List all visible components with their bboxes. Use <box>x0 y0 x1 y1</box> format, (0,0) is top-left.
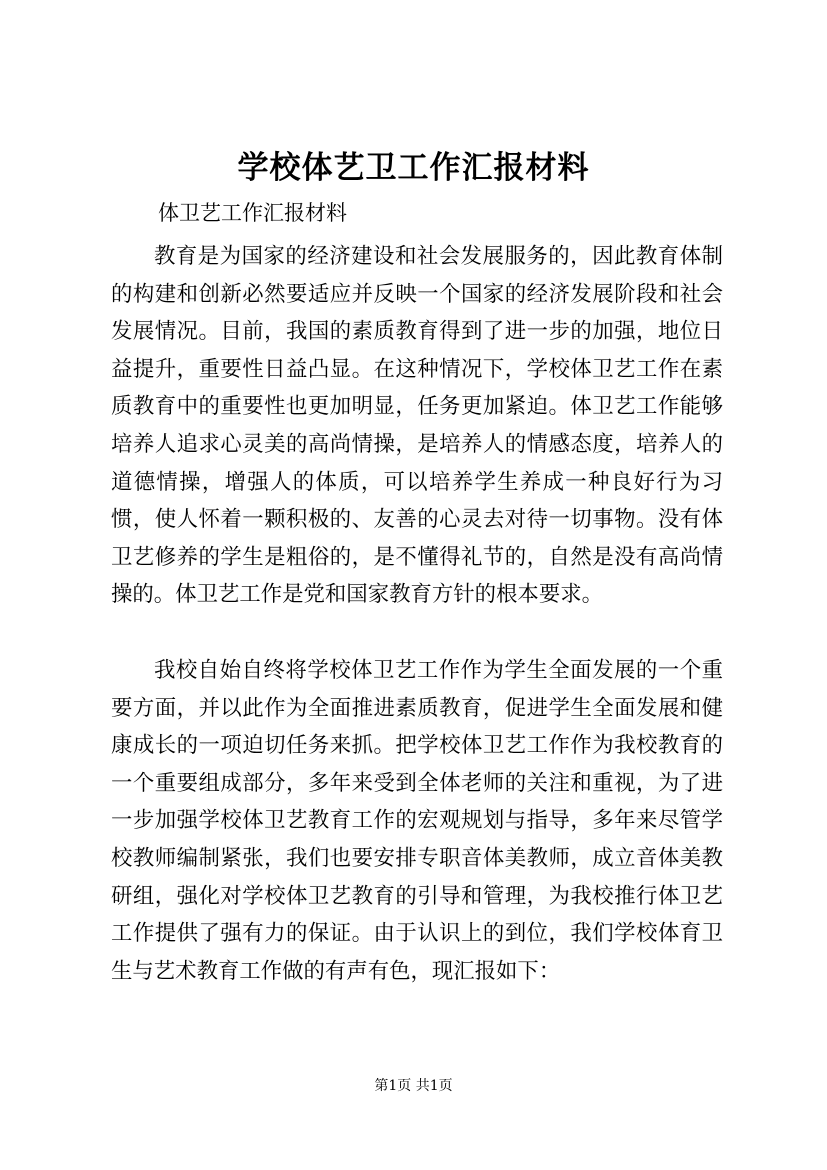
page-footer: 第1页 共1页 <box>374 1078 453 1094</box>
document-title: 学校体艺卫工作汇报材料 <box>237 150 590 186</box>
paragraph-2: 我校自始自终将学校体卫艺工作作为学生全面发展的一个重要方面，并以此作为全面推进素质教育，促进学生全面发展和健康成长的一项迫切任务来抓。把学校体卫艺工作作为我校教育的一个重要组成部分，多年来受到全体老师的关注和重视，为了进一步加强学校体卫艺教育工作的宏观规划与指导，多年来尽管学校教师编制紧张，我们也要安排专职音体美教师，成立音体美教研组，强化对学校体卫艺教育的引导和管理，为我校推行体卫艺工作提供了强有力的保证。由于认识上的到位，我们学校体育卫生与艺术教育工作做的有声有色，现汇报如下： <box>111 658 723 984</box>
document-subtitle: 体卫艺工作汇报材料 <box>158 201 347 225</box>
paragraph-1: 教育是为国家的经济建设和社会发展服务的，因此教育体制的构建和创新必然要适应并反映一个国家的经济发展阶段和社会发展情况。目前，我国的素质教育得到了进一步的加强，地位日益提升，重要性日益凸显。在这种情况下，学校体卫艺工作在素质教育中的重要性也更加明显，任务更加紧迫。体卫艺工作能够培养人追求心灵美的高尚情操，是培养人的情感态度，培养人的道德情操，增强人的体质，可以培养学生养成一种良好行为习惯，使人怀着一颗积极的、友善的心灵去对待一切事物。没有体卫艺修养的学生是粗俗的，是不懂得礼节的，自然是没有高尚情操的。体卫艺工作是党和国家教育方针的根本要求。 <box>111 244 723 608</box>
